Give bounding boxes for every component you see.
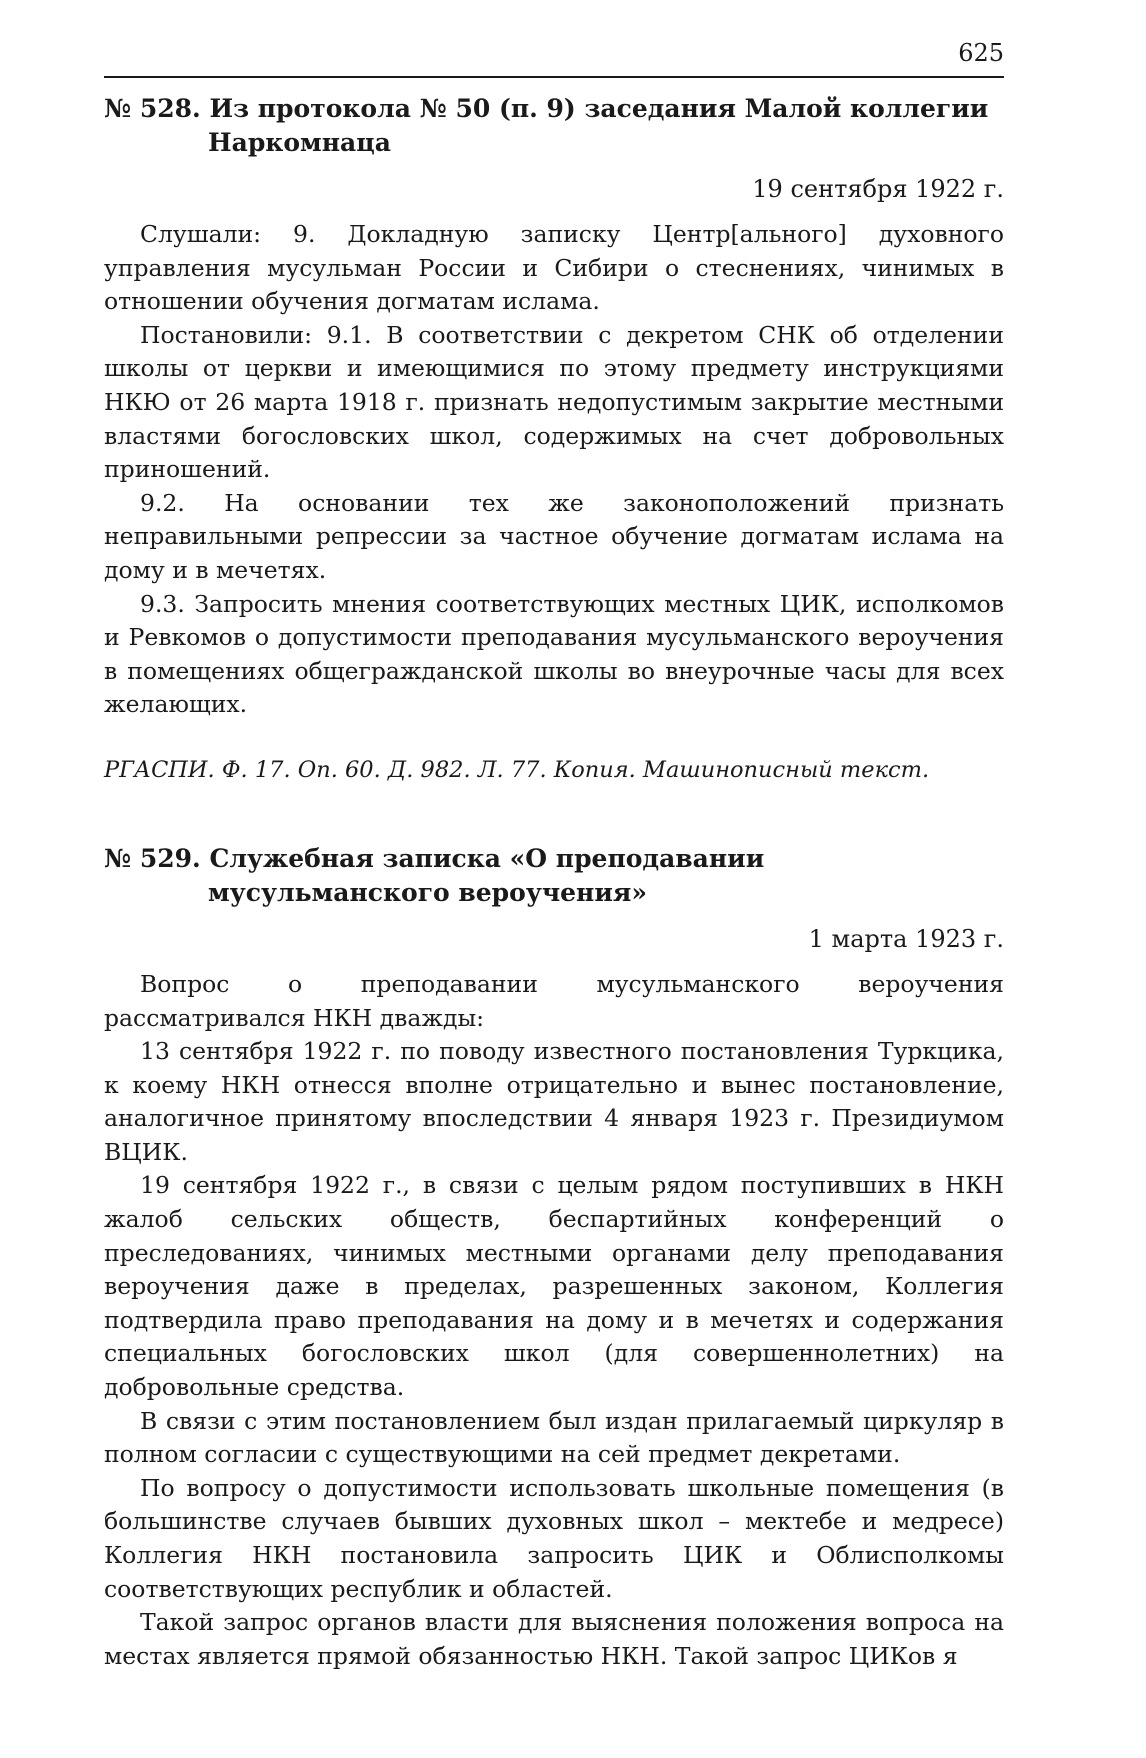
document-529-paragraph: 19 сентября 1922 г., в связи с целым рядом поступивших в НКН жалоб сельских обществ, беспартийных конференций о преследованиях, чинимых местными органами делу преподавания вероучения даже в пределах, разрешенных законом, Коллегия подтвердила право преподавания на дому и в мечетях и содержания специальных богословских школ (для совершеннолетних) на добровольные средства. bbox=[104, 1171, 1004, 1402]
document-529-paragraph: В связи с этим постановлением был издан прилагаемый циркуляр в полном согласии с существующими на сей предмет декретами. bbox=[104, 1406, 1004, 1469]
document-529-date: 1 марта 1923 г. bbox=[808, 924, 1004, 953]
document-528-paragraph: Постановили: 9.1. В соответствии с декретом СНК об отделении школы от церкви и имеющимися по этому предмету инструкциями НКЮ от 26 марта 1918 г. признать недопустимым закрытие местными властями богословских школ, содержимых на счет добровольных приношений. bbox=[104, 320, 1004, 484]
document-529-paragraph: 13 сентября 1922 г. по поводу известного постановления Туркцика, к коему НКН отнесся вполне отрицательно и вынес постановление, аналогичное принятому впоследствии 4 января 1923 г. Президиумом ВЦИК. bbox=[104, 1037, 1004, 1166]
document-529-paragraph: Вопрос о преподавании мусульманского вероучения рассматривался НКН дважды: bbox=[104, 969, 1004, 1032]
document-528-date: 19 сентября 1922 г. bbox=[752, 175, 1004, 203]
document-528 bbox=[104, 92, 1004, 786]
document-529-paragraph: Такой запрос органов власти для выяснения положения вопроса на местах является прямой обязанностью НКН. Такой запрос ЦИКов я bbox=[104, 1608, 1004, 1670]
document-528-paragraph: 9.2. На основании тех же законоположений признать неправильными репрессии за частное обучение догматам ислама на дому и в мечетях. bbox=[104, 488, 1004, 584]
document-528-title: № 528. Из протокола № 50 (п. 9) заседания Малой коллегии Наркомнаца bbox=[104, 94, 989, 157]
document-529-title: № 529. Служебная записка «О преподавании мусульманского вероучения» bbox=[104, 843, 765, 907]
page-number: 625 bbox=[958, 39, 1004, 67]
document-528-source: РГАСПИ. Ф. 17. Оп. 60. Д. 982. Л. 77. Копия. Машинописный текст. bbox=[104, 756, 930, 783]
document-529 bbox=[104, 842, 1004, 1673]
document-528-paragraph: Слушали: 9. Докладную записку Центр[ального] духовного управления мусульман России и Сибири о стеснениях, чинимых в отношении обучения догматам ислама. bbox=[104, 220, 1004, 316]
document-529-paragraph: По вопросу о допустимости использовать школьные помещения (в большинстве случаев бывших духовных школ – мектебе и медресе) Коллегия НКН постановила запросить ЦИК и Облисполкомы соответствующих республик и областей. bbox=[104, 1473, 1004, 1603]
document-528-paragraph: 9.3. Запросить мнения соответствующих местных ЦИК, исполкомов и Ревкомов о допустимости преподавания мусульманского вероучения в помещениях общегражданской школы во внеурочные часы для всех желающих. bbox=[104, 589, 1004, 719]
document-page bbox=[104, 38, 1004, 1673]
header-rule bbox=[104, 76, 1004, 78]
